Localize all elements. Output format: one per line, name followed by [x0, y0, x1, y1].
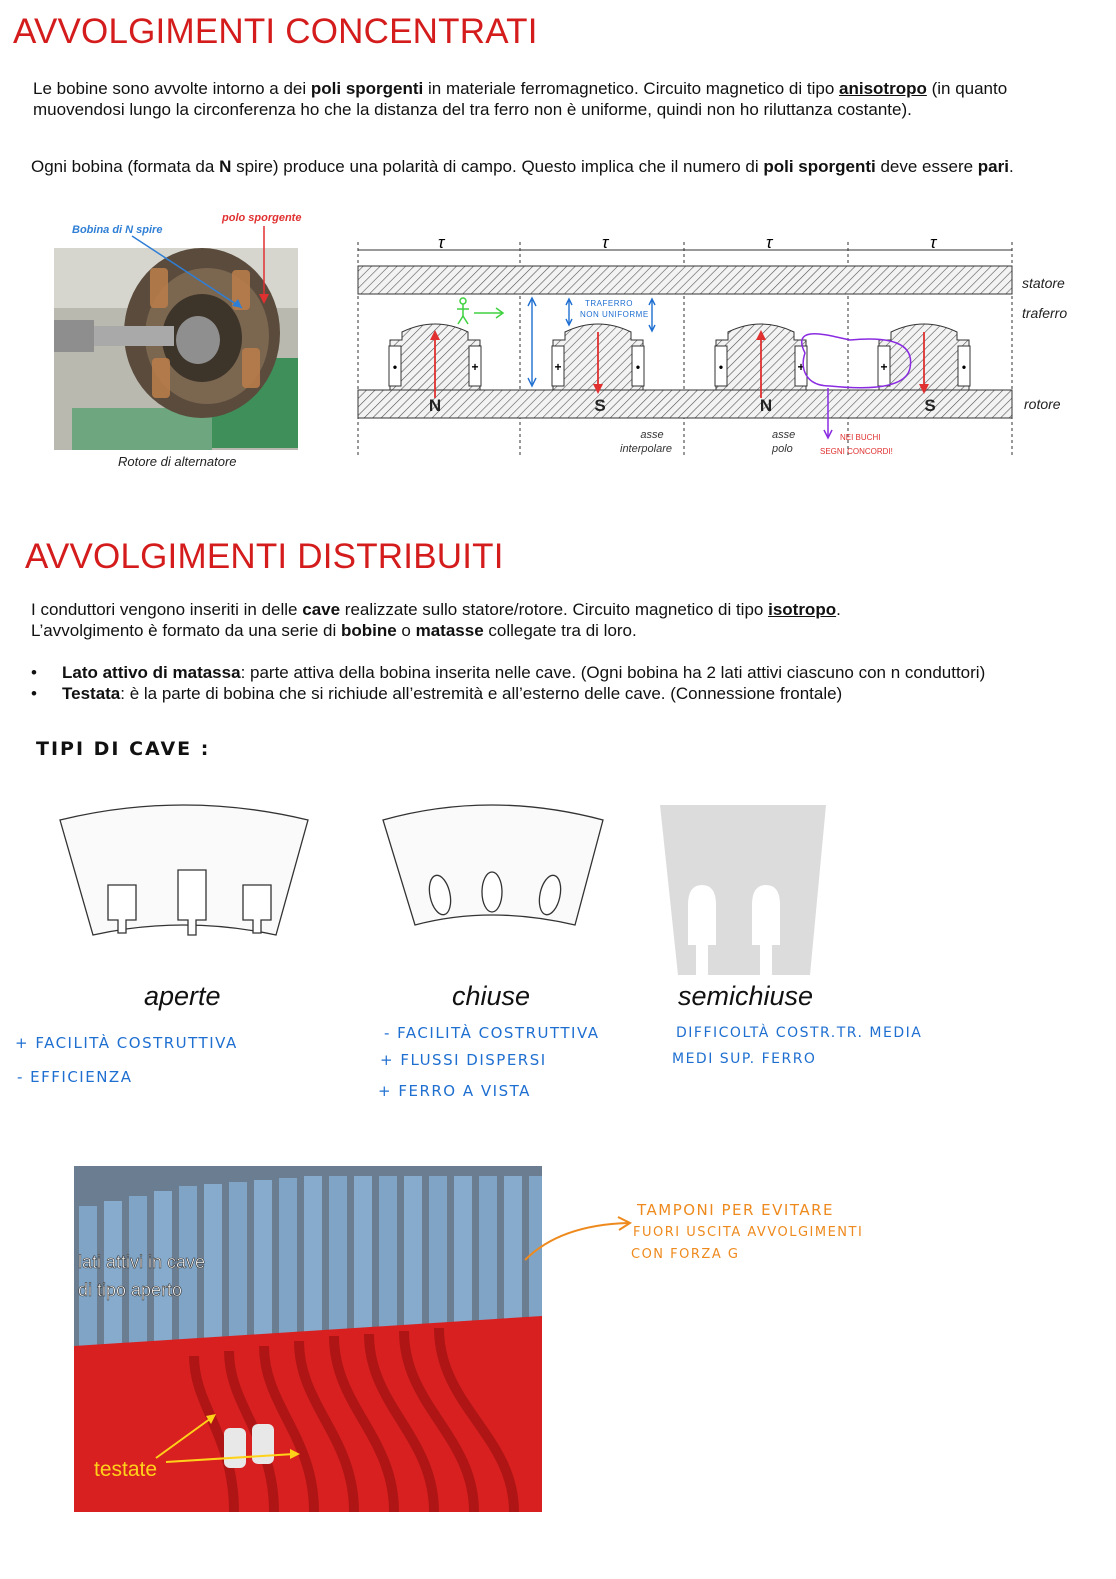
coil-plus: +: [471, 360, 479, 374]
orange-note-3: CON FORZA G: [631, 1247, 740, 1262]
note-airgap: NON UNIFORME: [580, 310, 649, 319]
label-stator: statore: [1022, 275, 1065, 291]
bullet-desc: : è la parte di bobina che si richiude all’estremità e all’esterno delle cave. (Connessione frontale): [120, 684, 843, 703]
text: in materiale ferromagnetico. Circuito magnetico di tipo: [423, 79, 840, 98]
coil-plus: +: [797, 360, 805, 374]
text: .: [1008, 157, 1014, 176]
slot-types-heading: TIPI DI CAVE :: [36, 738, 211, 760]
term-isotropic: isotropo: [768, 600, 837, 619]
coil-plus: +: [880, 360, 888, 374]
text: .: [836, 600, 841, 619]
text: o: [396, 621, 416, 640]
stator-windings-illustration: [74, 1166, 542, 1512]
photo-caption: Rotore di alternatore: [118, 454, 237, 469]
bullet-text: [62, 683, 842, 704]
label-axis-pole: asse: [772, 429, 796, 441]
paragraph-concentrated-1: [33, 78, 1093, 120]
bullet-item: [31, 662, 1101, 683]
paragraph-distributed-2: [31, 620, 637, 641]
term-anisotropic: anisotropo: [839, 79, 927, 98]
bullet-item: [31, 683, 1101, 704]
slot-semiclosed-svg: [660, 805, 830, 980]
label-rotor: rotore: [1024, 396, 1061, 412]
coil-dot: •: [635, 360, 641, 374]
coil-plus: +: [554, 360, 562, 374]
slot-open-svg: [48, 795, 318, 970]
text: spire) produce una polarità di campo. Questo implica che il numero di: [231, 157, 764, 176]
pole-letter: S: [594, 396, 606, 415]
pole-letter: N: [428, 396, 442, 415]
slot-caption-semiclosed: semichiuse: [678, 981, 814, 1011]
salient-pole-diagram: [350, 228, 1090, 468]
slot-caption-closed: chiuse: [452, 981, 531, 1011]
orange-note-2: FUORI USCITA AVVOLGIMENTI: [633, 1225, 864, 1240]
term-skeins: matasse: [415, 621, 484, 640]
label-airgap: traferro: [1022, 305, 1068, 321]
orange-note-1: TAMPONI PER EVITARE: [637, 1201, 835, 1219]
text: (in quanto muovendosi lungo la circonferenza ho che la distanza del tra ferro non è uniforme, quindi non ho riluttanza costante).: [33, 79, 1008, 119]
green-annotation: [457, 298, 503, 324]
closed-note-3: + FERRO A VISTA: [378, 1082, 531, 1100]
label-end-windings: testate: [94, 1458, 158, 1481]
note-signs: SEGNI CONCORDI!: [820, 447, 893, 456]
text: Ogni bobina (formata da: [31, 157, 220, 176]
semiclosed-note-2: MEDI SUP. FERRO: [672, 1051, 817, 1067]
bullet-symbol: •: [31, 663, 37, 682]
coil-dot: •: [961, 360, 967, 374]
term-salient-poles: poli sporgenti: [310, 79, 424, 98]
alternator-rotor-illustration: [52, 208, 312, 470]
term-salient-poles: poli sporgenti: [763, 157, 876, 176]
term-slots: cave: [302, 600, 341, 619]
closed-note-1: - FACILITÀ COSTRUTTIVA: [384, 1024, 600, 1042]
semiclosed-note-1: DIFFICOLTÀ COSTR.TR. MEDIA: [676, 1025, 923, 1041]
label-axis-interpolar: interpolare: [620, 443, 672, 455]
closed-note-2: + FLUSSI DISPERSI: [380, 1051, 547, 1069]
coil-dot: •: [392, 360, 398, 374]
bullet-text: [62, 662, 985, 683]
salient-pole-diagram-svg: [350, 228, 1090, 468]
text: Le bobine sono avvolte intorno a dei: [33, 79, 311, 98]
text: realizzate sullo statore/rotore. Circuito magnetico di tipo: [340, 600, 769, 619]
note-airgap: TRAFERRO: [585, 299, 633, 308]
tau-label-1: τ: [438, 233, 445, 252]
label-salient-pole: polo sporgente: [222, 212, 302, 224]
label-axis-pole: polo: [772, 443, 793, 455]
coil-dot: •: [718, 360, 724, 374]
tau-label-2: τ: [602, 233, 609, 252]
section-title-concentrated: AVVOLGIMENTI CONCENTRATI: [13, 12, 538, 51]
tau-label-3: τ: [766, 233, 773, 252]
slot-semiclosed-drawing: [660, 805, 830, 980]
pole-letter: N: [759, 396, 773, 415]
alternator-rotor-photo: [52, 208, 312, 470]
stator-band: [358, 266, 1012, 294]
label-coil: Bobina di N spire: [72, 224, 163, 236]
orange-arrow-svg: [520, 1215, 640, 1265]
pole-letter: S: [924, 396, 936, 415]
label-active-sides: lati attivi in cave: [78, 1252, 206, 1272]
bullet-desc: : parte attiva della bobina inserita nelle cave. (Ogni bobina ha 2 lati attivi ciascuno con n conduttori): [240, 663, 986, 682]
open-note-2: - EFFICIENZA: [17, 1068, 133, 1086]
stator-windings-photo: [74, 1166, 542, 1512]
text: deve essere: [875, 157, 978, 176]
slot-caption-open: aperte: [144, 981, 221, 1011]
term-n: N: [219, 157, 232, 176]
text: L’avvolgimento è formato da una serie di: [31, 621, 341, 640]
tau-label-4: τ: [930, 233, 937, 252]
bullet-symbol: •: [31, 684, 37, 703]
slot-closed-drawing: [375, 795, 610, 970]
paragraph-concentrated-2: [31, 156, 1106, 177]
note-signs: NEI BUCHI: [840, 433, 881, 442]
orange-arrow: [520, 1215, 640, 1265]
label-active-sides: di tipo aperto: [78, 1280, 183, 1300]
label-axis-interpolar: asse: [640, 429, 664, 441]
open-note-1: + FACILITÀ COSTRUTTIVA: [15, 1034, 238, 1052]
rotor-band: [358, 390, 1012, 418]
term-even: pari: [977, 157, 1009, 176]
bullet-term: Lato attivo di matassa: [62, 663, 241, 682]
section-title-distributed: AVVOLGIMENTI DISTRIBUITI: [25, 537, 504, 576]
text: collegate tra di loro.: [483, 621, 637, 640]
text: I conduttori vengono inseriti in delle: [31, 600, 303, 619]
slot-open-drawing: [48, 795, 318, 970]
slot-closed-svg: [375, 795, 610, 970]
paragraph-distributed-1: [31, 599, 841, 620]
term-coils: bobine: [340, 621, 397, 640]
bullet-term: Testata: [62, 684, 121, 703]
